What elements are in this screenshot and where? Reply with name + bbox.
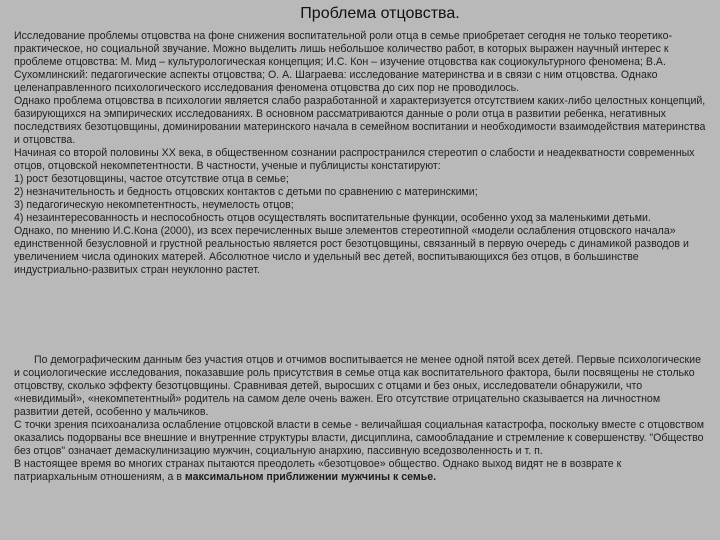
- list-item-3: 3) педагогическую некомпетентность, неумелость отцов;: [14, 199, 294, 211]
- paragraph-research: Исследование проблемы отцовства на фоне снижения воспитательной роли отца в семье приобретает сегодня не только теоретико-практическое, но социальной звучание. Можно выделить лишь небольшое количество работ, в которых выражен научный интерес к проблеме отцовства: М. Мид – культурологическая концепция; И.С. Кон – изучение отцовства как социокультурного феномена; В.А. Сухомлинский: педагогические аспекты отцовства; О. А. Шаграева: исследование материнства и в связи с ним отцовства. Однако целенаправленного психологического исследования феномена отцовства до сих пор не проводилось.: [14, 30, 673, 94]
- paragraph-stereotype: Начиная со второй половины XX века, в общественном сознании распространился стереотип о слабости и неадекватности современных отцов, отцовской некомпетентности. В частности, ученые и публицисты констатируют:: [14, 147, 695, 172]
- list-item-1: 1) рост безотцовщины, частое отсутствие отца в семье;: [14, 173, 289, 185]
- text-block-demography: [14, 354, 706, 484]
- list-item-4: 4) незаинтересованность и неспособность отцов осуществлять воспитательные функции, особенно уход за маленькими детьми.: [14, 212, 651, 224]
- slide-title: Проблема отцовства.: [300, 5, 460, 22]
- paragraph-conclusion: [14, 458, 706, 484]
- paragraph-psychoanalysis: С точки зрения психоанализа ослабление отцовской власти в семье - величайшая социальная катастрофа, поскольку вместе с отцовством оказались подорваны все внешние и внутренние структуры власти, дисциплина, самообладание и стремление к совершенству. "Общество без отцов" означает демаскулинизацию мужчин, социальную анархию, пассивную вседозволенность и т. п.: [14, 419, 705, 457]
- list-item-2: 2) незначительность и бедность отцовских контактов с детьми по сравнению с материнскими;: [14, 186, 478, 198]
- paragraph-demography: По демографическим данным без участия отцов и отчимов воспитывается не менее одной пятой всех детей. Первые психологические и социологические исследования, показавшие роль присутствия в семье отца как воспитательного фактора, были посвящены не столько отцовству, сколько эффекту безотцовщины. Сравнивая детей, выросших с отцами и без оных, исследователи обнаружили, что «невидимый», «некомпетентный» родитель на самом деле очень важен. Его отсутствие отрицательно сказывается на личностном развитии детей, особенно у мальчиков.: [14, 354, 701, 418]
- text-block-intro: [14, 30, 706, 277]
- conclusion-bold-text: максимальном приближении мужчины к семье.: [184, 471, 437, 483]
- paragraph-psychology: Однако проблема отцовства в психологии является слабо разработанной и характеризуется отсутствием каких-либо целостных концепций, базирующихся на эмпирических исследованиях. В основном рассматриваются данные о роли отца в развитии ребенка, негативных последствиях безотцовщины, доминировании материнского начала в семейном воспитании и необходимости взаимодействия материнства и отцовства.: [14, 95, 706, 146]
- paragraph-kon: Однако, по мнению И.С.Кона (2000), из всех перечисленных выше элементов стереотипной «модели ослабления отцовского начала» единственной безусловной и грустной реальностью является рост безотцовщины, связанный в первую очередь с динамикой разводов и увеличением числа одиноких матерей. Абсолютное число и удельный вес детей, воспитывающихся без отцов, в большинстве индустриально-развитых стран неуклонно растет.: [14, 225, 689, 276]
- conclusion-text: В настоящее время во многих странах пытаются преодолеть «безотцовое» общество. Однако выход видят не в возврате к патриархальным отношениям, а в: [14, 458, 622, 483]
